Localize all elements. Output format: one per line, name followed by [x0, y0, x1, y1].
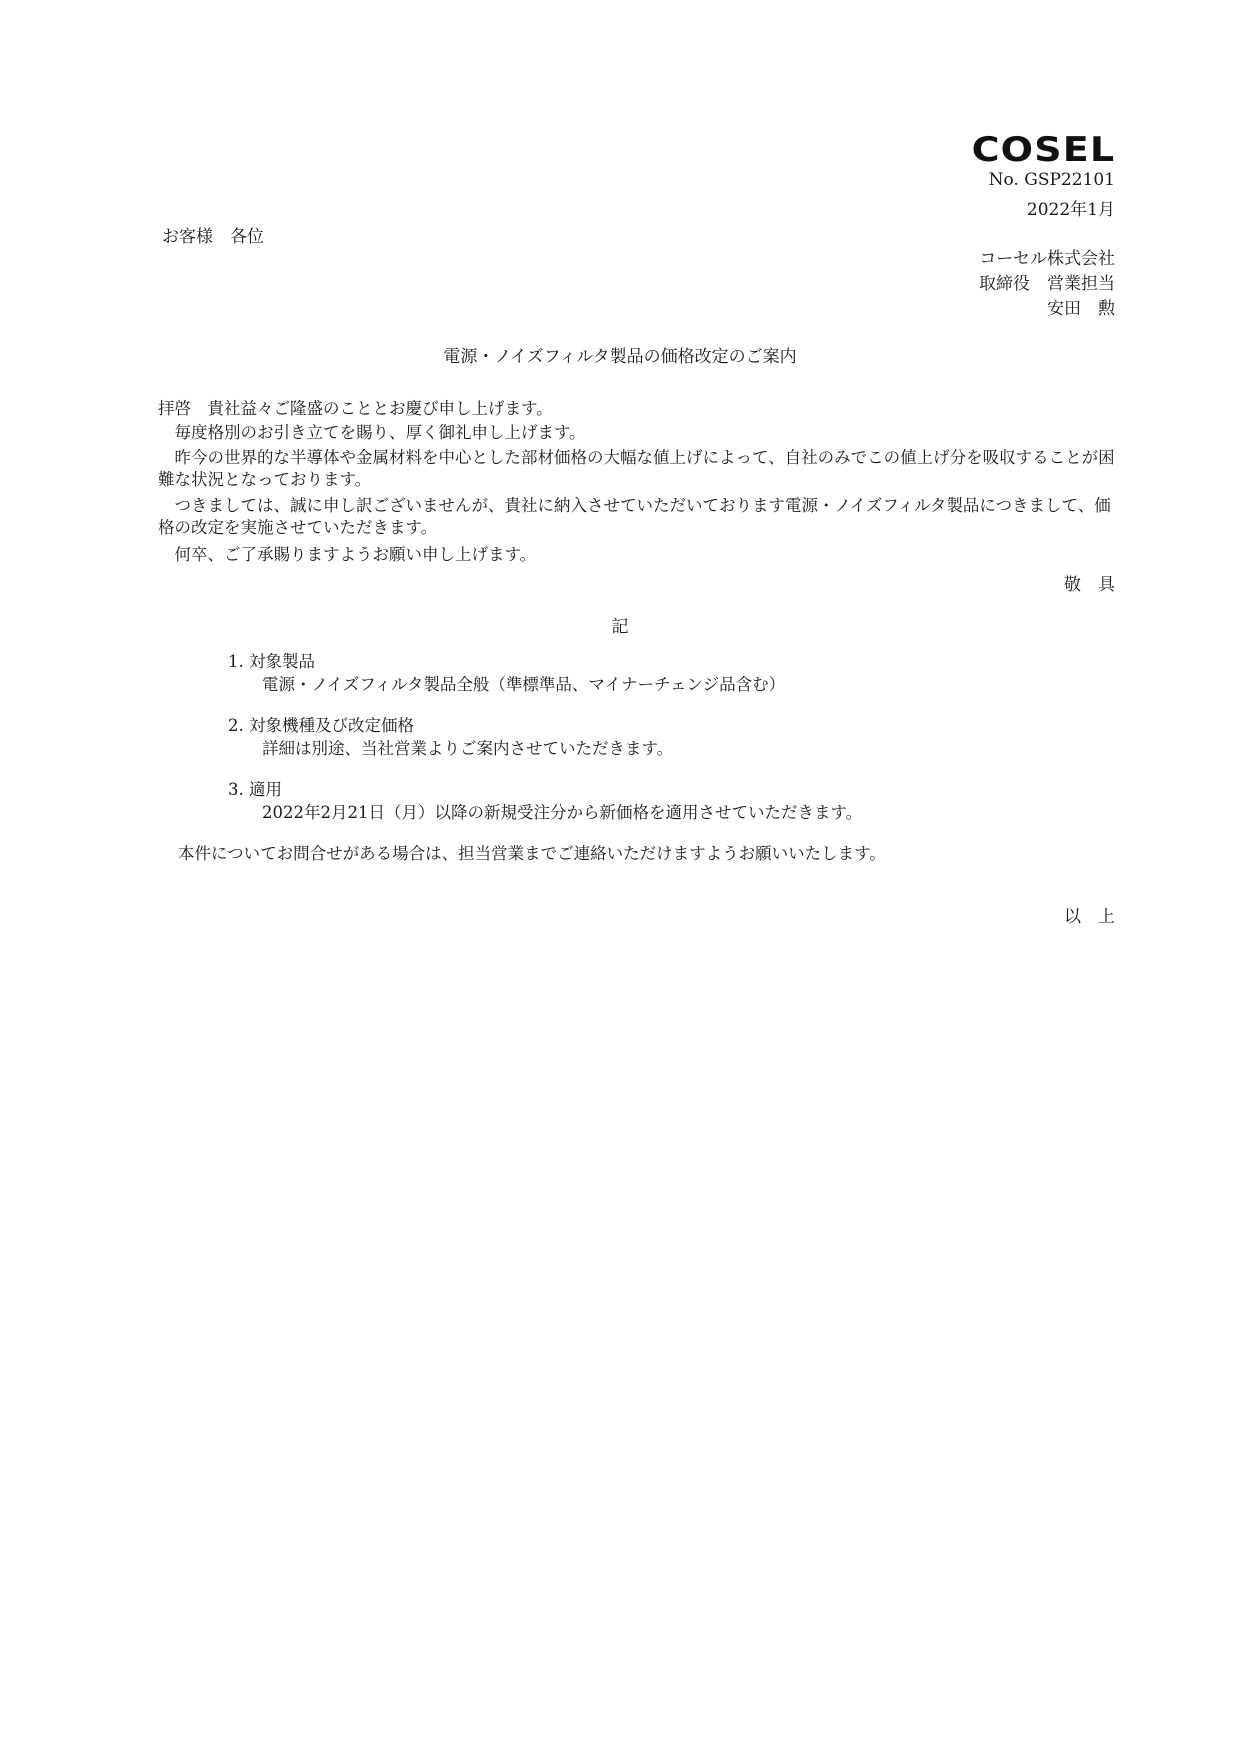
- opening-greeting: 拝啓 貴社益々ご隆盛のこととお慶び申し上げます。: [158, 399, 553, 418]
- document-title: 電源・ノイズフィルタ製品の価格改定のご案内: [443, 347, 797, 367]
- item-1-heading: 1. 対象製品: [228, 652, 315, 671]
- item-2-detail: 詳細は別途、当社営業よりご案内させていただきます。: [262, 739, 674, 758]
- item-2-heading: 2. 対象機種及び改定価格: [228, 716, 414, 735]
- sender-company: コーセル株式会社: [979, 249, 1115, 269]
- document-number: No. GSP22101: [988, 170, 1115, 190]
- item-3-detail: 2022年2月21日（月）以降の新規受注分から新価格を適用させていただきます。: [262, 803, 863, 822]
- closing-keigu: 敬 具: [1064, 575, 1115, 595]
- sender-position: 取締役 営業担当: [979, 274, 1115, 294]
- item-3-heading: 3. 適用: [228, 780, 282, 799]
- contact-note: 本件についてお問合せがある場合は、担当営業までご連絡いただけますようお願いいたします。: [178, 844, 886, 863]
- body-paragraph-4: 何卒、ご了承賜りますようお願い申し上げます。: [174, 545, 537, 564]
- body-paragraph-1: 毎度格別のお引き立てを賜り、厚く御礼申し上げます。: [174, 423, 586, 442]
- item-1-detail: 電源・ノイズフィルタ製品全般（準標準品、マイナーチェンジ品含む）: [262, 675, 786, 694]
- recipient-salutation: お客様 各位: [162, 227, 264, 247]
- document-date: 2022年1月: [1026, 200, 1115, 220]
- body-paragraph-3: つきましては、誠に申し訳ございませんが、貴社に納入させていただいております電源・ノイズフィルタ製品につきまして、価格の改定を実施させていただきます。: [158, 496, 1111, 537]
- end-mark: 以 上: [1064, 907, 1115, 927]
- ki-heading: 記: [611, 617, 629, 637]
- sender-name: 安田 勲: [1047, 299, 1115, 319]
- company-logo: COSEL: [971, 130, 1115, 170]
- body-paragraph-2: 昨今の世界的な半導体や金属材料を中心とした部材価格の大幅な値上げによって、自社のみでこの値上げ分を吸収することが困難な状況となっております。: [158, 448, 1115, 489]
